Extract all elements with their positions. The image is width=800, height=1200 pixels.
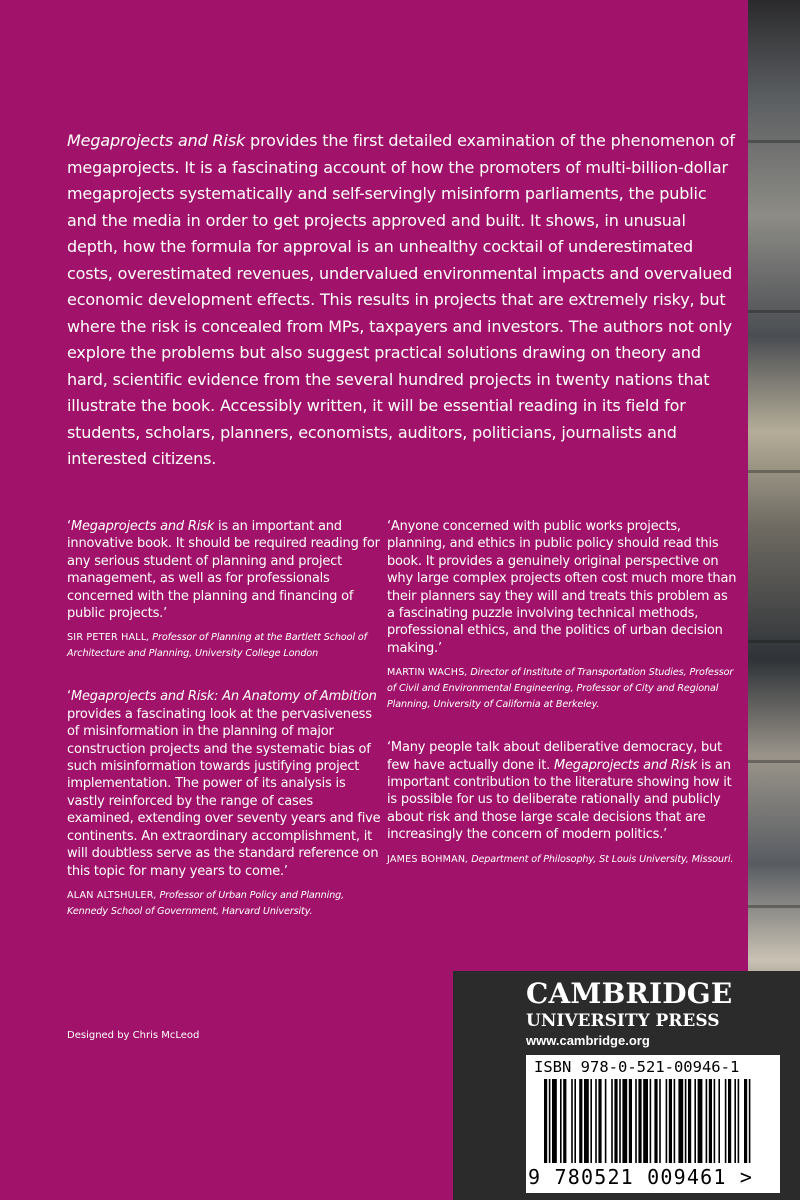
open-quote: ‘ <box>67 519 71 534</box>
quoted-title: Megaprojects and Risk: An Anatomy of Ambition <box>70 689 377 705</box>
quote-text: is an important and innovative book. It should be required reading for any serious student of planning and project management, as well as for professionals concerned with the planning and financing of public projects.’ <box>67 519 380 622</box>
reviewer-affiliation: , Professor of Planning at the Bartlett School of Architecture and Planning, University College London <box>67 632 367 660</box>
reviews-left-column <box>67 518 381 920</box>
publisher-url: www.cambridge.org <box>526 1033 650 1048</box>
reviewer-affiliation: , Professor of Urban Policy and Planning, Kennedy School of Government, Harvard University. <box>67 889 345 917</box>
reviewer-name: JAMES BOHMAN <box>387 853 466 865</box>
review-attribution-bohman <box>387 852 737 868</box>
review-quote-bohman <box>387 739 737 843</box>
open-quote: ‘ <box>67 689 71 705</box>
book-description <box>67 128 739 473</box>
isbn-barcode <box>526 1055 780 1193</box>
isbn-number: ISBN 978-0-521-00946-1 <box>534 1058 740 1076</box>
reviewer-name: SIR PETER HALL <box>67 632 147 644</box>
quoted-title: Megaprojects and Risk <box>70 519 215 534</box>
review-attribution-altshuler <box>67 888 381 920</box>
ean-digits: 9 780521 009461 > <box>528 1165 754 1189</box>
quoted-title: Megaprojects and Risk <box>553 757 698 773</box>
reviewer-name: MARTIN WACHS <box>387 667 465 679</box>
description-text: provides the first detailed examination of the phenomenon of megaprojects. It is a fascinating account of how the promoters of multi-billion-dollar megaprojects systematically and self-servingly misinform parliaments, the public and the media in order to get projects approved and built. It shows, in unusual depth, how the formula for approval is an unhealthy cocktail of underestimated costs, overestimated revenues, undervalued environmental impacts and overvalued economic development effects. This results in projects that are extremely risky, but where the risk is concealed from MPs, taxpayers and investors. The authors not only explore the problems but also suggest practical solutions drawing on theory and hard, scientific evidence from the several hundred projects in twenty nations that illustrate the book. Accessibly written, it will be essential reading in its field for students, scholars, planners, economists, auditors, politicians, journalists and interested citizens. <box>67 131 735 468</box>
review-quote-hall <box>67 518 381 622</box>
reviewer-name: ALAN ALTSHULER <box>67 889 154 901</box>
review-quote-wachs: ‘Anyone concerned with public works projects, planning, and ethics in public policy should read this book. It provides a genuinely original perspective on why large complex projects often cost much more than their planners say they will and treats this problem as a fascinating puzzle involving technical methods, professional ethics, and the politics of urban decision making.’ <box>387 519 737 656</box>
review-quote-altshuler <box>67 688 381 879</box>
publisher-logo-subtitle: UNIVERSITY PRESS <box>526 1011 720 1031</box>
book-title: Megaprojects and Risk <box>67 131 246 150</box>
review-attribution-hall <box>67 630 381 662</box>
reviewer-affiliation: , Director of Institute of Transportation Studies, Professor of Civil and Environmental Engineering, Professor of City and Regional Planning, University of California at Berkeley. <box>387 667 734 711</box>
quote-text: is an important contribution to the literature showing how it is possible for us to deliberate rationally and publicly about risk and those large scale decisions that are increasingly the concern of modern politics.’ <box>387 757 732 843</box>
barcode-bars <box>530 1079 776 1167</box>
review-attribution-wachs <box>387 665 737 713</box>
quote-text: provides a fascinating look at the pervasiveness of misinformation in the planning of major construction projects and the systematic bias of such misinformation towards justifying project implementation. The power of its analysis is vastly reinforced by the range of cases examined, extending over seventy years and five continents. An extraordinary accomplishment, it will doubtless serve as the standard reference on this topic for many years to come.’ <box>67 706 381 879</box>
reviews-right-column <box>387 518 737 868</box>
designer-credit: Designed by Chris McLeod <box>67 1030 200 1041</box>
publisher-panel <box>453 971 800 1200</box>
quote-text: ‘Many people talk about deliberative democracy, but few have actually done it. <box>387 740 722 773</box>
reviewer-affiliation: , Department of Philosophy, St Louis University, Missouri. <box>465 853 734 865</box>
publisher-logo-name: CAMBRIDGE <box>526 977 733 1010</box>
